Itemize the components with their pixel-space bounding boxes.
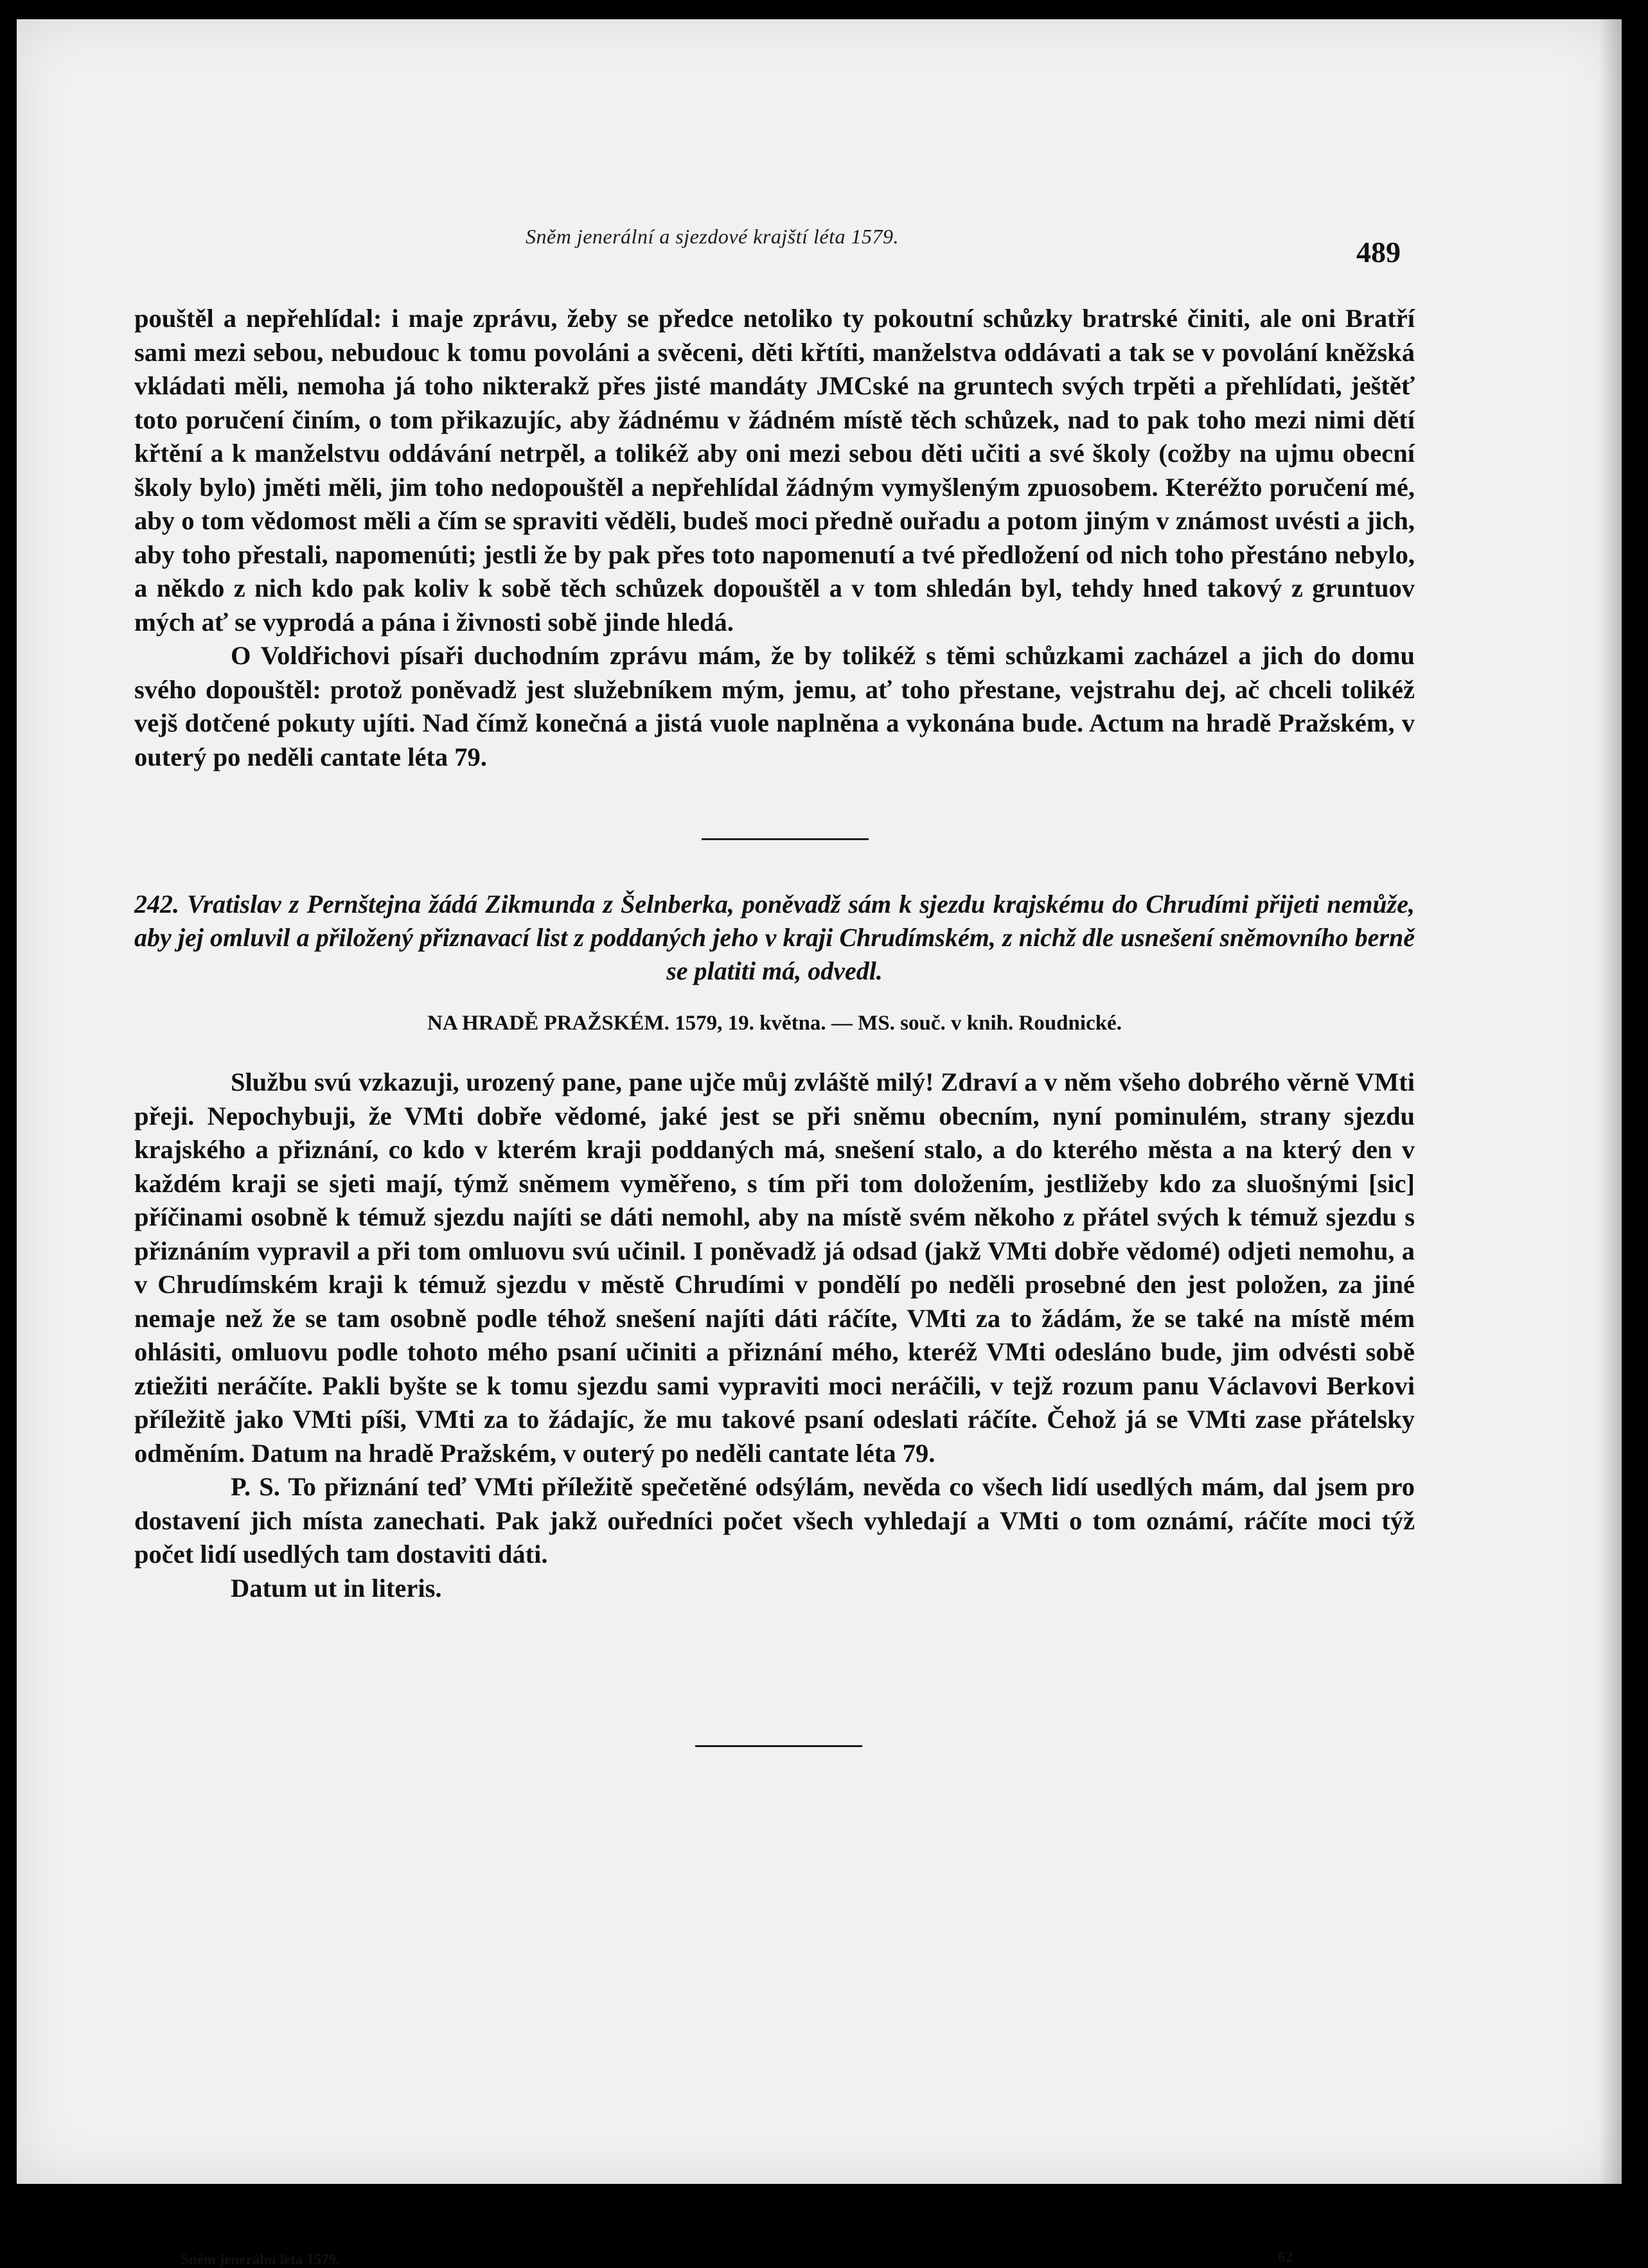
footer-signature: 62 [1278, 2249, 1293, 2265]
document-source-line: NA HRADĚ PRAŽSKÉM. 1579, 19. května. — MS. souč. v knih. Roudnické. [427, 1012, 1122, 1035]
closing-line: Datum ut in literis. [231, 1573, 442, 1603]
page-number: 489 [1356, 236, 1401, 268]
footer-title: Sněm jenerální léta 1579. [181, 2251, 340, 2267]
paragraph: O Voldřichovi písaři duchodním zprávu mám, že by tolikéž s těmi schůzkami zacházel a jich do domu svého dopouštěl: protož poněvadž jest služebníkem mým, jemu, ať toho přestane, vejstrahu dej, ač chceli tolikéž vejš dotčené pokuty ujíti. Nad čímž konečná a jistá vuole naplněna a vykonána bude. Actum na hradě Pražském, v outerý po neděli cantate léta 79. [134, 641, 1415, 771]
page-edge-shadow [1599, 19, 1622, 2184]
section-divider [695, 1745, 862, 1747]
text-block-document [134, 1066, 1415, 1605]
running-title: Sněm jenerální a sjezdové krajští léta 1579. [525, 225, 899, 248]
postscript: P. S. To přiznání teď VMti příležitě spečetěné odsýlám, nevěda co všech lidí usedlých mám, dal jsem pro dostavení jich místa zanechati. Pak jakž ouředníci počet všech vyhledají a VMti o tom oznámí, ráčíte moci týž počet lidí usedlých tam dostaviti dáti. [134, 1472, 1415, 1569]
section-divider [702, 838, 869, 840]
paragraph: pouštěl a nepřehlídal: i maje zprávu, žeby se předce netoliko ty pokoutní schůzky bratrské činiti, ale oni Bratří sami mezi sebou, nebudouc k tomu povoláni a svěceni, děti křtíti, manželstva oddávati a tak se v povolání kněžská vkládati měli, nemoha já toho nikterakž přes jisté mandáty JMCské na gruntech svých trpěti a přehlídati, ještěť toto poručení činím, o tom přikazujíc, aby žádnému v žádném místě těch schůzek, nad to pak toho mezi nimi dětí křtění a k manželstvu oddávání netrpěl, a tolikéž aby oni mezi sebou děti učiti a své školy (cožby na ujmu obecní školy bylo) jměti měli, jim toho nedopouštěl a nepřehlídal žádným vymyšleným zpuosobem. Kteréžto poručení mé, aby o tom vědomost měli a čím se spraviti věděli, budeš moci předně ouřadu a potom jiným v známost uvésti a jich, aby toho přestali, napomenúti; jestli že by pak přes toto napomenutí a tvé předložení od nich toho přestáno nebylo, a někdo z nich kdo pak koliv k sobě těch schůzek dopouštěl a v tom shledán byl, tehdy hned takový z gruntuov mých ať se vyprodá a pána i živnosti sobě jinde hledá. [134, 304, 1415, 637]
document-heading: 242. Vratislav z Pernštejna žádá Zikmunda z Šelnberka, poněvadž sám k sjezdu krajskému do Chrudími přijeti nemůže, aby jej omluvil a přiložený přiznavací list z poddaných jeho v kraji Chrudímském, z nichž dle usnešení sněmovního berně se platiti má, odvedl. [134, 890, 1415, 985]
scanned-page [17, 19, 1622, 2267]
paragraph: Službu svú vzkazuji, urozený pane, pane ujče můj zvláště milý! Zdraví a v něm všeho dobrého věrně VMti přeji. Nepochybuji, že VMti dobře vědomé, jaké jest se při sněmu obecním, nyní pominulém, strany sjezdu krajského a přiznání, co kdo v kterém kraji poddaných má, snešení stalo, a do kterého města a na který den v každém kraji se sjeti mají, týmž sněmem vyměřeno, s tím při tom doložením, jestližeby kdo za sluošnými [sic] příčinami osobně k témuž sjezdu najíti se dáti nemohl, aby na místě svém někoho z přátel svých k témuž sjezdu s přiznáním vypravil a při tom omluovu svú učinil. I poněvadž já odsad (jakž VMti dobře vědomé) odjeti nemohu, a v Chrudímském kraji k témuž sjezdu v městě Chrudími v pondělí po neděli prosebné den jest položen, za jiné nemaje než že se tam osobně podle téhož snešení najíti dáti ráčíte, VMti za to žádám, že se také na místě mém ohlásiti, omluovu podle tohoto mého psaní učiniti a přiznání mého, kteréž VMti odesláno bude, jim odvésti sobě ztiežiti neráčíte. Pakli byšte se k tomu sjezdu sami vypraviti moci neráčili, v tejž rozum panu Václavovi Berkovi příležitě jako VMti píši, VMti za to žádajíc, že mu takové psaní odeslati ráčíte. Čehož já se VMti zase přátelsky odměním. Datum na hradě Pražském, v outerý po neděli cantate léta 79. [134, 1068, 1415, 1468]
text-block-continuation [134, 302, 1415, 774]
